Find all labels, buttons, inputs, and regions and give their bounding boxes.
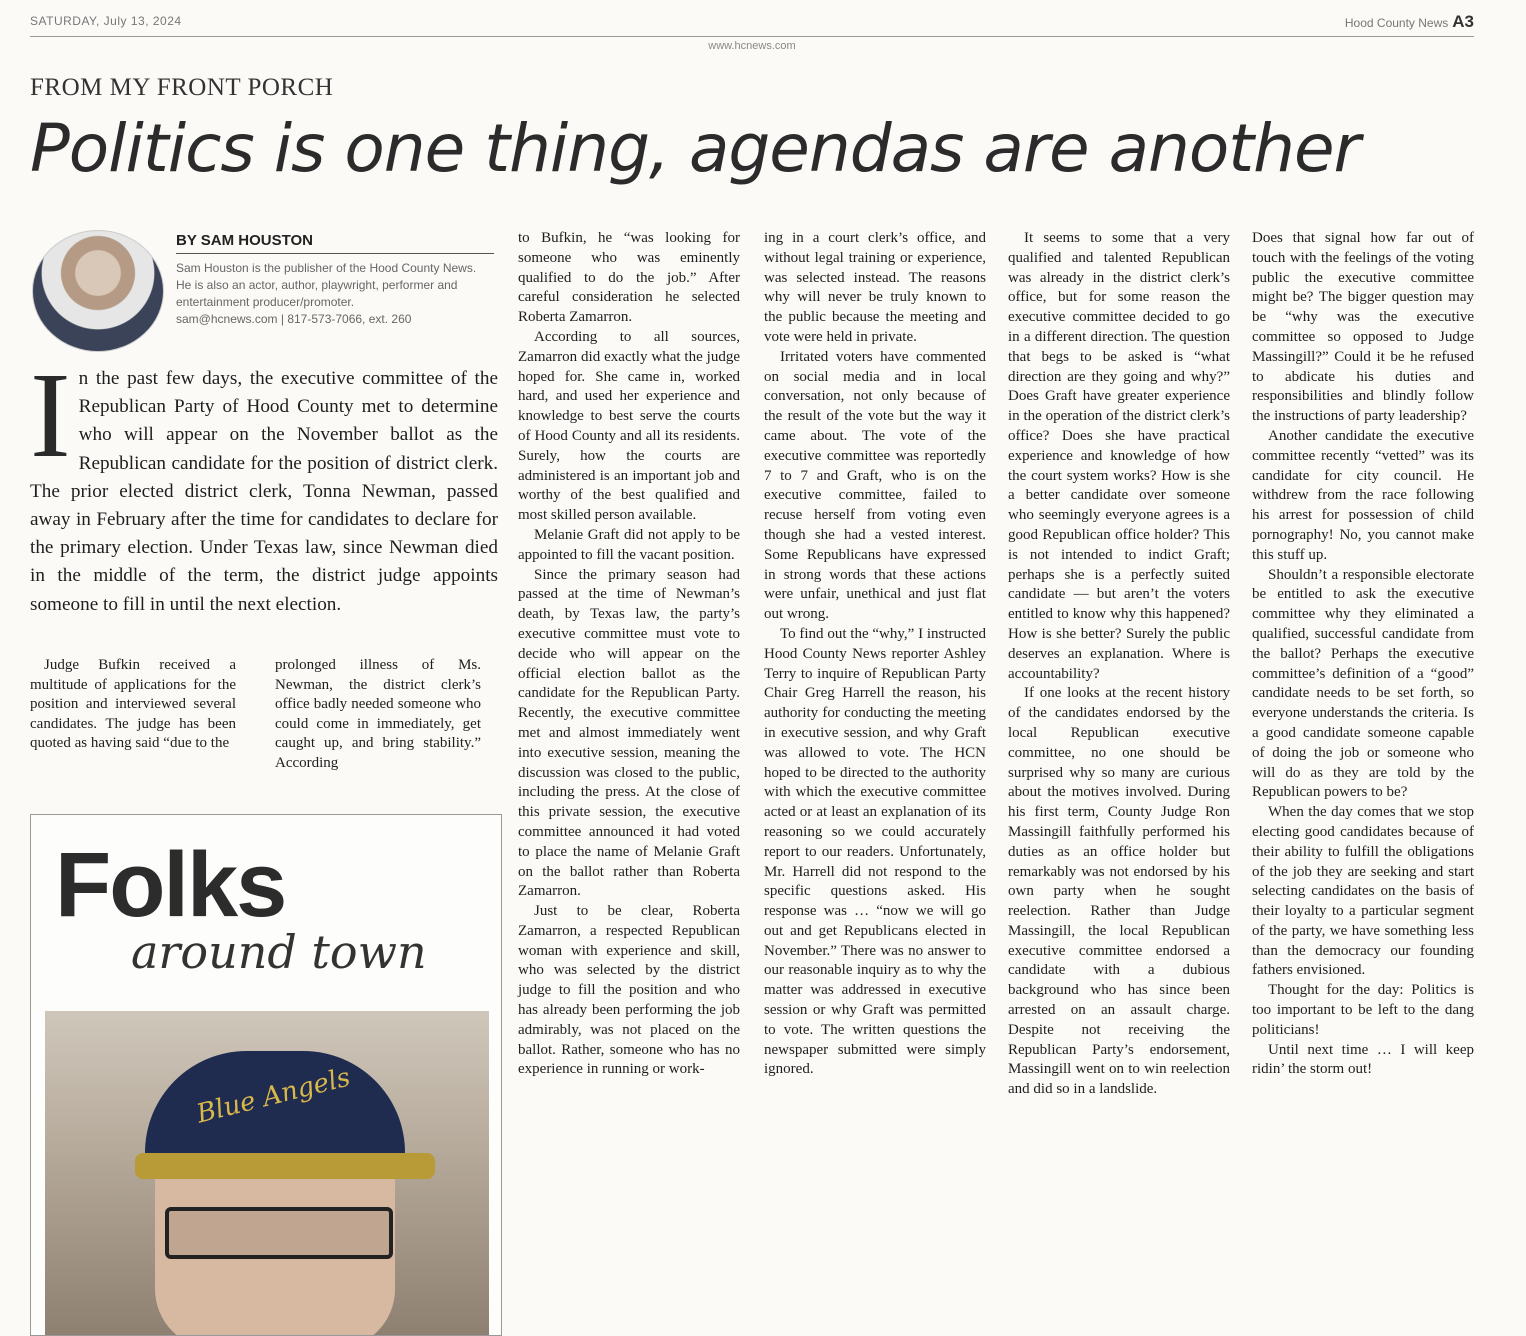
column-5 [1252, 229, 1474, 1080]
paragraph: Does that signal how far out of touch with the feelings of the voting public the executive committee might be? The bigger question may be “why was the executive committee so opposed to Judge Massingill?” Could it be he refused to abdicate his duties and responsibilities and blindly follow the instructions of party leadership? [1252, 230, 1474, 425]
page-number: A3 [1452, 12, 1474, 31]
cap-logo: Blue Angels [193, 1062, 354, 1130]
paragraph: Until next time … I will keep ridin’ the storm out! [1252, 1041, 1474, 1078]
author-bio: Sam Houston is the publisher of the Hood County News. He is also an actor, author, playwright, performer and entertainment producer/promoter. [176, 261, 477, 309]
lead-paragraph [30, 348, 498, 619]
paragraph: to Bufkin, he “was looking for someone who was eminently qualified to do the job.” After careful consideration he selected Roberta Zamarron. [518, 230, 740, 326]
byline-box [176, 232, 494, 328]
paragraph: ing in a court clerk’s office, and without legal training or experience, was selected instead. The reasons why will never be truly known to the public because the meeting and vote were held in private. [764, 230, 986, 345]
header-rule [30, 36, 1474, 37]
paragraph: It seems to some that a very qualified and talented Republican was already in the district clerk’s office, but for some reason the executive committee decided to go in a different direction. The question that begs to be asked is “what direction are they going and why?” Does Graft have greater experience in the operation of the district clerk’s office? Does she have practical experience and knowledge of how the court system works? How is she a better candidate over someone who seemingly everyone agrees is a good Republican office holder? This is not intended to indict Graft; perhaps she is a perfectly suited candidate — but aren’t the voters entitled to know why this happened? How is she better? Surely the public deserves an explanation. Where is accountability? [1008, 230, 1230, 682]
glasses [165, 1207, 393, 1259]
column-3 [764, 229, 986, 1080]
promo-title: Folks [55, 834, 286, 936]
publication-name: Hood County News [1344, 16, 1449, 30]
drop-cap: I [30, 348, 71, 483]
paragraph: Since the primary season had passed at the time of Newman’s death, by Texas law, the party’s executive committee must vote to decide who will appear on the official election ballot as the candidate for the Republican Party. Recently, the executive committee met and almost immediately went into executive session, meaning the discussion was closed to the public, including the press. At the close of this private session, the executive committee announced it had voted to place the name of Melanie Graft on the ballot rather than Roberta Zamarron. [518, 566, 740, 900]
issue-date: SATURDAY, July 13, 2024 [30, 14, 182, 28]
subcolumn-2: prolonged illness of Ms. Newman, the district clerk’s office badly needed someone who could come in immediately, get caught up, and bring stability.” According [275, 657, 481, 771]
paragraph: According to all sources, Zamarron did exactly what the judge hoped for. She came in, worked hard, and used her experience and knowledge to best serve the courts of Hood County and all its residents. Surely, how the courts are administered is an important job and worthy of the best qualified and most skilled person available. [518, 328, 740, 524]
subcolumn-1: Judge Bufkin received a multitude of applications for the position and interviewed several candidates. The judge has been quoted as having said “due to the [30, 657, 236, 752]
paragraph: Thought for the day: Politics is too important to be left to the dang politicians! [1252, 982, 1474, 1038]
paragraph: Melanie Graft did not apply to be appointed to fill the vacant position. [518, 526, 740, 563]
publication-header [1345, 12, 1474, 32]
author-contact: sam@hcnews.com | 817-573-7066, ext. 260 [176, 312, 412, 326]
paragraph: Another candidate the executive committee recently “vetted” was its candidate for city council. He withdrew from the race following his arrest for possession of child pornography! No, you cannot make this stuff up. [1252, 427, 1474, 563]
promo-photo [45, 1011, 489, 1336]
paragraph: When the day comes that we stop electing good candidates because of their ability to fulfill the obligations of the job they are seeking and start selecting candidates on the basis of their loyalty to a particular segment of the party, we have something less than the democracy our founding fathers envisioned. [1252, 804, 1474, 979]
folks-around-town-promo [30, 814, 502, 1336]
cap-brim [135, 1153, 435, 1179]
column-2 [518, 229, 740, 1080]
site-url: www.hcnews.com [708, 40, 796, 52]
paragraph: Just to be clear, Roberta Zamarron, a respected Republican woman with experience and skill, who was selected by the district judge to fill the position and who has already been performing the job admirably, was not placed on the ballot. Rather, someone who has no experience in running or work- [518, 903, 740, 1078]
author-photo [32, 230, 164, 352]
byline: BY SAM HOUSTON [176, 232, 494, 254]
paragraph: Irritated voters have commented on social media and in local conversation, not only because of the result of the vote but the way it came about. The vote of the executive committee was reportedly 7 to 7 and Graft, who is on the executive committee, failed to recuse herself from voting even though she had a vested interest. Some Republicans have expressed in strong words that these actions were unfair, unethical and just flat out wrong. [764, 348, 986, 623]
paragraph: Shouldn’t a responsible electorate be entitled to ask the executive committee why they eliminated a qualified, successful candidate from the ballot? Perhaps the executive committee’s definition of a “good” candidate needs to be set forth, so everyone understands the criteria. Is a good candidate someone capable of doing the job or someone who will do as they are told by the Republican powers to be? [1252, 566, 1474, 801]
column-kicker: FROM MY FRONT PORCH [30, 74, 334, 101]
lead-text: n the past few days, the executive committee of the Republican Party of Hood County met to determine who will appear on the November ballot as the Republican candidate for the position of district clerk. The prior elected district clerk, Tonna Newman, passed away in February after the time for candidates to declare for the primary election. Under Texas law, since Newman died in the middle of the term, the district judge appoints someone to fill in until the next election. [30, 368, 498, 615]
paragraph: If one looks at the recent history of the candidates endorsed by the local Republican executive committee, no one should be surprised why so many are curious about the motives involved. During his first term, County Judge Ron Massingill faithfully performed his duties as an office holder but remarkably was not endorsed by his own party when he sought reelection. Rather than Judge Massingill, the local Republican executive committee endorsed a candidate with a dubious background who has since been arrested on an assault charge. Despite not receiving the Republican Party’s endorsement, Massingill went on to win reelection and did so in a landslide. [1008, 685, 1230, 1098]
headline: Politics is one thing, agendas are another [30, 110, 1360, 187]
paragraph: To find out the “why,” I instructed Hood County News reporter Ashley Terry to inquire of Republican Party Chair Greg Harrell the reason, his authority for conducting the meeting in executive session, and why Graft was allowed to vote. The HCN hoped to be directed to the authority with which the executive committee acted or at least an explanation of its reasoning so we could accurately report to our readers. Unfortunately, Mr. Harrell did not respond to the specific questions asked. His response was … “now we will go out and get Republicans elected in November.” There was no answer to our reasonable inquiry as to why the matter was addressed in executive session or why Graft was permitted to vote. The written questions the newspaper submitted were simply ignored. [764, 625, 986, 1078]
column-4 [1008, 229, 1230, 1100]
promo-subtitle: around town [131, 925, 427, 979]
